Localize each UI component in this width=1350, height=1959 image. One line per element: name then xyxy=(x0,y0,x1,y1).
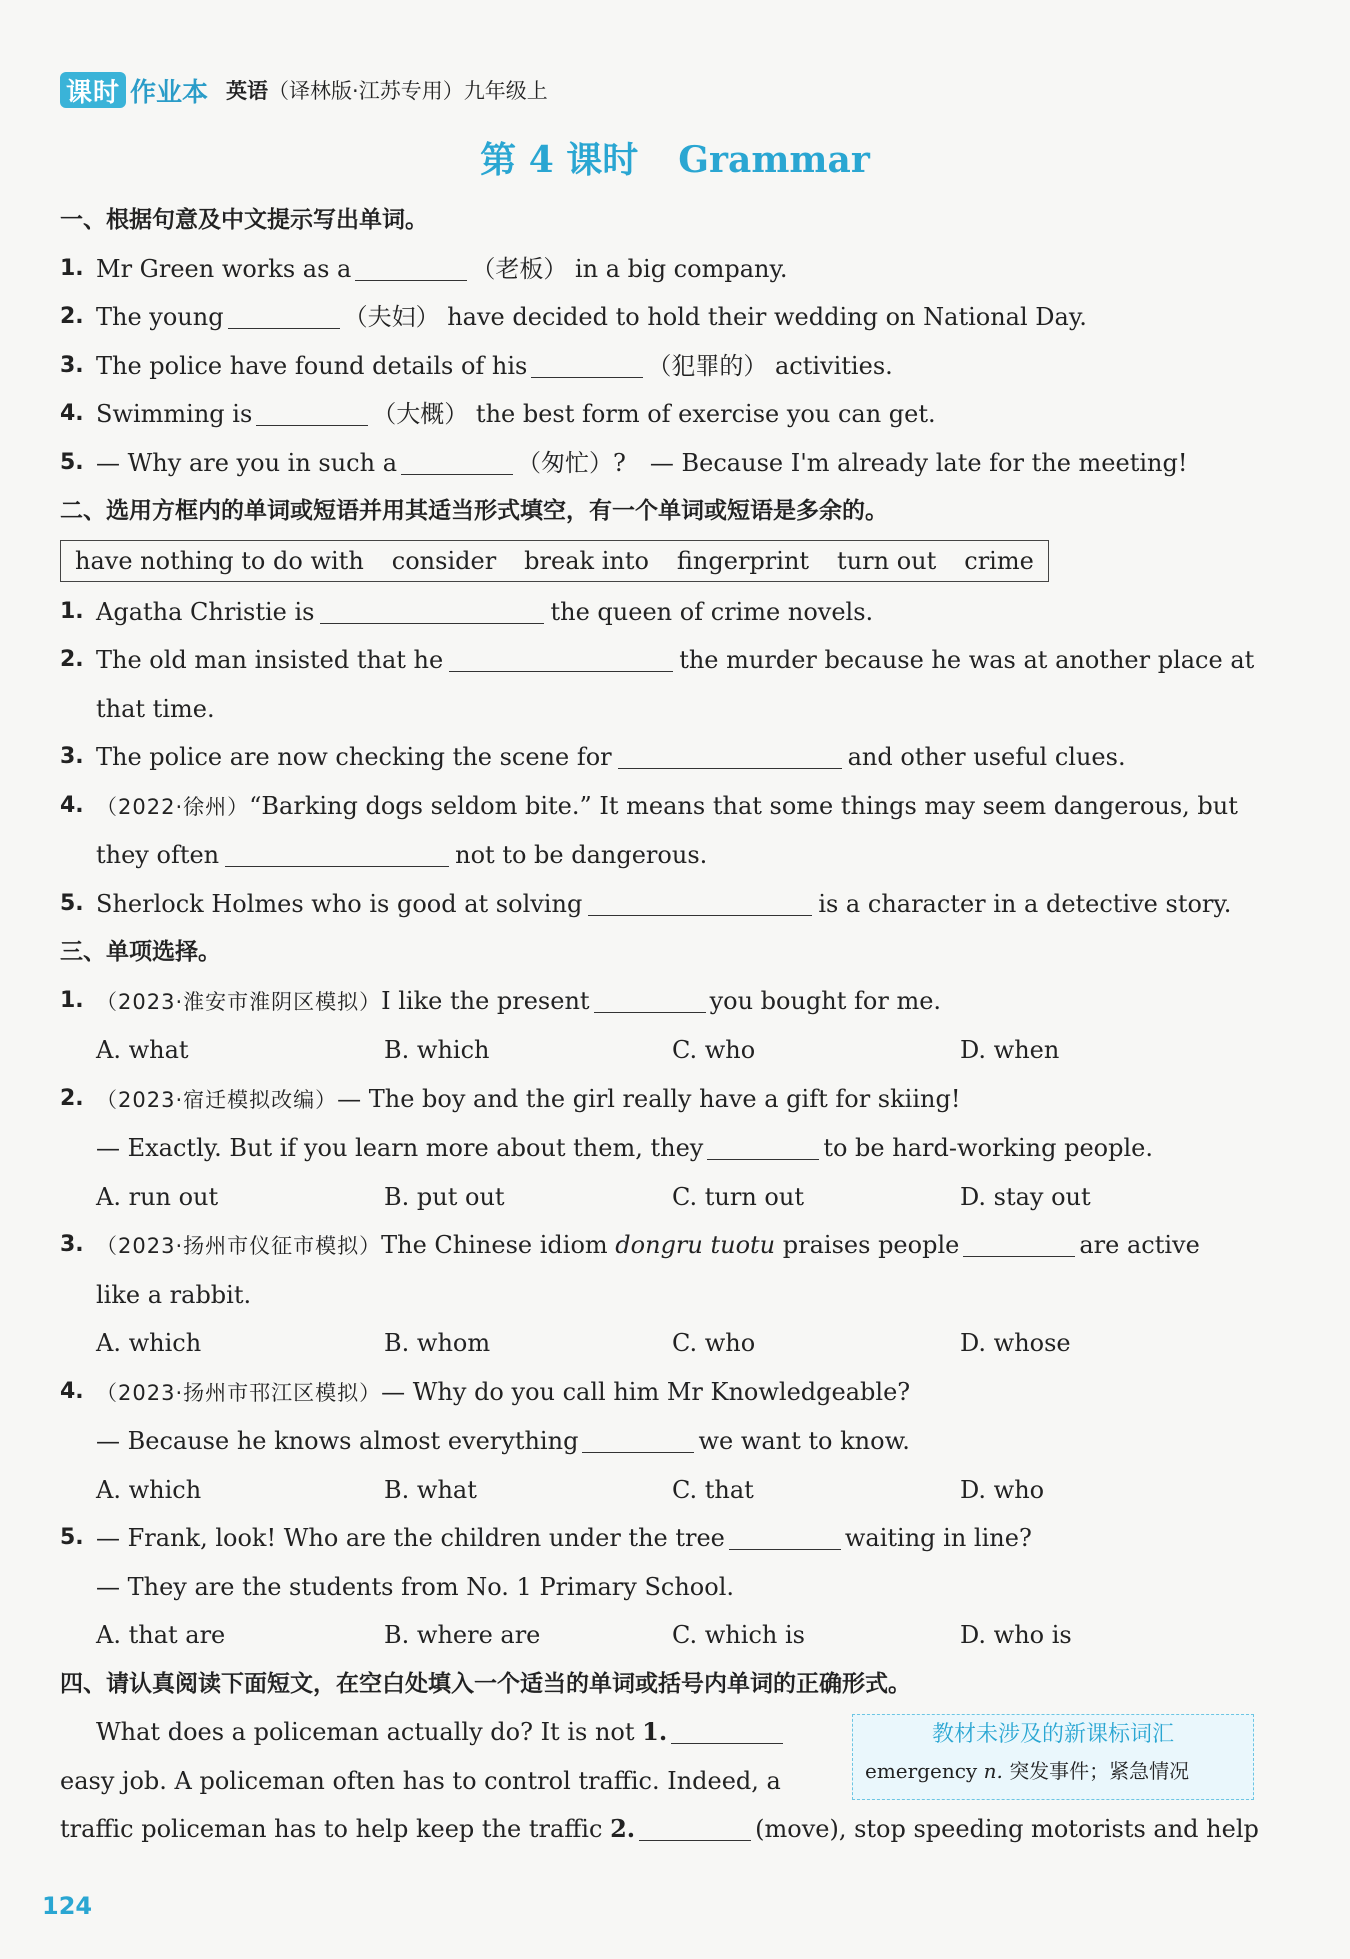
question-text: to be hard-working people. xyxy=(823,1134,1153,1162)
word-box-item: crime xyxy=(964,546,1034,575)
question-text: （犯罪的） activities. xyxy=(647,351,893,380)
question-text: “Barking dogs seldom bite.” It means that some things may seem dangerous, but xyxy=(249,791,1238,820)
section-1-title: 一、根据句意及中文提示写出单词。 xyxy=(60,207,428,233)
question-text: you bought for me. xyxy=(709,986,942,1015)
word-box-item: fingerprint xyxy=(676,546,810,575)
answer-blank[interactable] xyxy=(582,1428,694,1453)
s1-question-3 xyxy=(60,342,1260,391)
vocab-word: emergency xyxy=(865,1759,978,1783)
s1-question-5 xyxy=(60,439,1260,488)
s3-question-4-cont xyxy=(60,1417,1260,1466)
answer-option[interactable]: A. what xyxy=(96,1036,189,1064)
lesson-title xyxy=(0,132,1350,183)
answer-option[interactable]: D. stay out xyxy=(960,1182,1091,1211)
s2-question-5 xyxy=(60,880,1260,929)
question-number: 2. xyxy=(60,304,84,329)
answer-blank[interactable] xyxy=(594,988,706,1013)
answer-blank[interactable] xyxy=(449,647,673,672)
answer-option[interactable]: D. whose xyxy=(960,1329,1071,1357)
question-number: 2. xyxy=(60,1085,84,1111)
question-number: 5. xyxy=(60,890,84,916)
exercise-content xyxy=(60,196,1260,1854)
answer-option[interactable]: D. when xyxy=(960,1036,1060,1064)
question-text: Sherlock Holmes who is good at solving xyxy=(96,889,583,918)
question-number: 2. xyxy=(60,647,84,672)
question-text: and other useful clues. xyxy=(847,743,1126,771)
question-text: praises people xyxy=(782,1231,960,1259)
header-subtitle xyxy=(226,75,548,105)
question-number: 4. xyxy=(60,792,84,818)
s1-question-1 xyxy=(60,245,1260,294)
question-text: （匆忙）? — Because I'm already late for the meeting! xyxy=(517,448,1188,477)
blank-number: 2. xyxy=(610,1814,636,1843)
answer-blank[interactable] xyxy=(729,1525,841,1550)
answer-option[interactable]: B. what xyxy=(384,1475,477,1504)
passage-line-3 xyxy=(60,1805,1260,1854)
answer-blank[interactable] xyxy=(320,599,544,624)
passage-text: (move), stop speeding motorists and help xyxy=(755,1815,1259,1843)
page-number: 124 xyxy=(42,1892,93,1920)
answer-blank[interactable] xyxy=(228,304,340,329)
question-text: waiting in line? xyxy=(844,1524,1032,1552)
s1-question-2 xyxy=(60,293,1260,342)
question-number: 3. xyxy=(60,352,84,378)
question-text: — Because he knows almost everything xyxy=(96,1427,579,1455)
question-number: 3. xyxy=(60,1232,84,1257)
passage-line-2: easy job. A policeman often has to control traffic. Indeed, a xyxy=(60,1766,781,1795)
answer-option[interactable]: C. turn out xyxy=(672,1182,804,1211)
lesson-title-en: Grammar xyxy=(678,139,870,181)
answer-option[interactable]: C. which is xyxy=(672,1621,805,1649)
question-text: we want to know. xyxy=(698,1427,910,1455)
s3-question-1 xyxy=(60,977,1260,1027)
question-text: （夫妇） have decided to hold their wedding on National Day. xyxy=(343,303,1087,331)
question-number: 5. xyxy=(60,449,84,475)
s2-question-4 xyxy=(60,782,1260,832)
question-number: 1. xyxy=(60,987,84,1013)
question-source: （2023·宿迁模拟改编） xyxy=(96,1087,338,1112)
question-source: （2023·扬州市邗江区模拟） xyxy=(96,1380,382,1405)
section-1-list xyxy=(60,245,1260,488)
s3-q2-options xyxy=(60,1173,1260,1222)
s3-question-3 xyxy=(60,1221,1260,1271)
s2-question-4-cont xyxy=(60,831,1260,880)
answer-blank[interactable] xyxy=(355,256,467,281)
question-text: The Chinese idiom xyxy=(381,1231,608,1259)
answer-option[interactable]: C. that xyxy=(672,1475,754,1504)
answer-blank[interactable] xyxy=(707,1135,819,1160)
page-header xyxy=(60,70,548,110)
question-text: is a character in a detective story. xyxy=(818,889,1232,918)
answer-option[interactable]: B. which xyxy=(384,1036,490,1064)
question-text: — Why are you in such a xyxy=(96,448,398,477)
s1-question-4 xyxy=(60,390,1260,439)
question-text: Mr Green works as a xyxy=(96,254,352,283)
question-text: the murder because he was at another place at xyxy=(679,646,1255,674)
word-box xyxy=(60,540,1049,582)
reading-passage xyxy=(60,1708,1260,1854)
word-box-item: consider xyxy=(391,546,497,575)
question-text: they often xyxy=(96,841,220,869)
answer-option[interactable]: A. that are xyxy=(96,1621,226,1649)
answer-option[interactable]: B. whom xyxy=(384,1329,491,1357)
answer-blank[interactable] xyxy=(531,353,643,378)
word-box-item: have nothing to do with xyxy=(75,546,364,575)
s2-question-2-cont: that time. xyxy=(96,694,215,723)
question-text: Swimming is xyxy=(96,400,253,428)
question-text: （老板） in a big company. xyxy=(471,254,788,283)
question-text: （大概） the best form of exercise you can get. xyxy=(372,400,936,428)
section-2-title: 二、选用方框内的单词或短语并用其适当形式填空，有一个单词或短语是多余的。 xyxy=(60,498,888,524)
answer-blank[interactable] xyxy=(671,1719,783,1744)
question-number: 4. xyxy=(60,401,84,426)
answer-option[interactable]: D. who is xyxy=(960,1621,1072,1649)
question-number: 3. xyxy=(60,744,84,769)
question-text: The old man insisted that he xyxy=(96,646,444,674)
question-text: the queen of crime novels. xyxy=(550,597,874,626)
vocab-pos: n. xyxy=(983,1759,1003,1783)
logo-box: 课时 xyxy=(60,72,126,108)
word-box-item: break into xyxy=(524,546,649,575)
edition-label: （译林版·江苏专用）九年级上 xyxy=(268,79,548,103)
question-number: 4. xyxy=(60,1378,84,1404)
lesson-title-cn: 第 4 课时 xyxy=(480,139,639,181)
answer-option[interactable]: B. put out xyxy=(384,1182,505,1211)
question-text: are active xyxy=(1079,1231,1200,1259)
answer-option[interactable]: D. who xyxy=(960,1475,1045,1504)
blank-number: 1. xyxy=(642,1717,668,1746)
question-source: （2022·徐州） xyxy=(96,794,250,819)
vocab-note-box xyxy=(852,1714,1254,1800)
s3-question-2-cont xyxy=(60,1124,1260,1173)
vocab-note-entry xyxy=(853,1753,1253,1789)
answer-blank[interactable] xyxy=(963,1232,1075,1257)
s3-q4-options xyxy=(60,1466,1260,1515)
vocab-note-title: 教材未涉及的新课标词汇 xyxy=(931,1722,1174,1747)
s3-q5-options xyxy=(60,1611,1260,1660)
answer-blank[interactable] xyxy=(588,891,812,916)
s3-question-3-cont: like a rabbit. xyxy=(96,1280,252,1309)
passage-text: traffic policeman has to help keep the traffic xyxy=(60,1815,603,1843)
passage-text: What does a policeman actually do? It is not xyxy=(96,1718,635,1746)
answer-blank[interactable] xyxy=(618,744,842,769)
question-number: 1. xyxy=(60,598,84,624)
question-text: Agatha Christie is xyxy=(96,597,315,626)
s2-question-3 xyxy=(60,733,1260,782)
question-text: — Frank, look! Who are the children under the tree xyxy=(96,1524,725,1552)
answer-option[interactable]: C. who xyxy=(672,1036,756,1064)
answer-option[interactable]: A. run out xyxy=(96,1182,219,1211)
question-text: — The boy and the girl really have a gift for skiing! xyxy=(337,1084,961,1113)
answer-option[interactable]: A. which xyxy=(96,1475,202,1504)
s3-q1-options xyxy=(60,1026,1260,1075)
s3-question-4 xyxy=(60,1368,1260,1418)
section-3-title: 三、单项选择。 xyxy=(60,939,221,965)
question-text: The police are now checking the scene for xyxy=(96,743,612,771)
s2-question-1 xyxy=(60,588,1260,637)
vocab-meaning: 突发事件；紧急情况 xyxy=(1009,1759,1190,1783)
s3-question-5-cont: — They are the students from No. 1 Primary School. xyxy=(96,1572,735,1601)
s3-question-5 xyxy=(60,1514,1260,1563)
question-number: 5. xyxy=(60,1525,84,1550)
question-text: — Exactly. But if you learn more about them, they xyxy=(96,1134,704,1162)
subject-label: 英语 xyxy=(226,79,269,103)
question-source: （2023·扬州市仪征市模拟） xyxy=(96,1234,382,1258)
question-text: The police have found details of his xyxy=(96,351,528,380)
question-text: The young xyxy=(96,303,224,331)
answer-blank[interactable] xyxy=(401,450,513,475)
s2-question-2 xyxy=(60,636,1260,685)
answer-option[interactable]: C. who xyxy=(672,1329,756,1357)
answer-blank[interactable] xyxy=(225,842,449,867)
answer-blank[interactable] xyxy=(639,1816,751,1841)
question-source: （2023·淮安市淮阴区模拟） xyxy=(96,989,382,1014)
word-box-item: turn out xyxy=(837,546,937,575)
question-text: — Why do you call him Mr Knowledgeable? xyxy=(381,1377,911,1406)
s3-q3-options xyxy=(60,1319,1260,1368)
answer-blank[interactable] xyxy=(256,401,368,426)
logo-text: 作业本 xyxy=(130,77,209,108)
s3-question-2 xyxy=(60,1075,1260,1125)
question-number: 1. xyxy=(60,255,84,281)
question-text: I like the present xyxy=(381,986,590,1015)
answer-option[interactable]: B. where are xyxy=(384,1621,541,1649)
section-4-title: 四、请认真阅读下面短文，在空白处填入一个适当的单词或括号内单词的正确形式。 xyxy=(60,1670,911,1697)
idiom-text: dongru tuotu xyxy=(615,1231,776,1259)
answer-option[interactable]: A. which xyxy=(96,1329,202,1357)
question-text: not to be dangerous. xyxy=(455,841,708,869)
